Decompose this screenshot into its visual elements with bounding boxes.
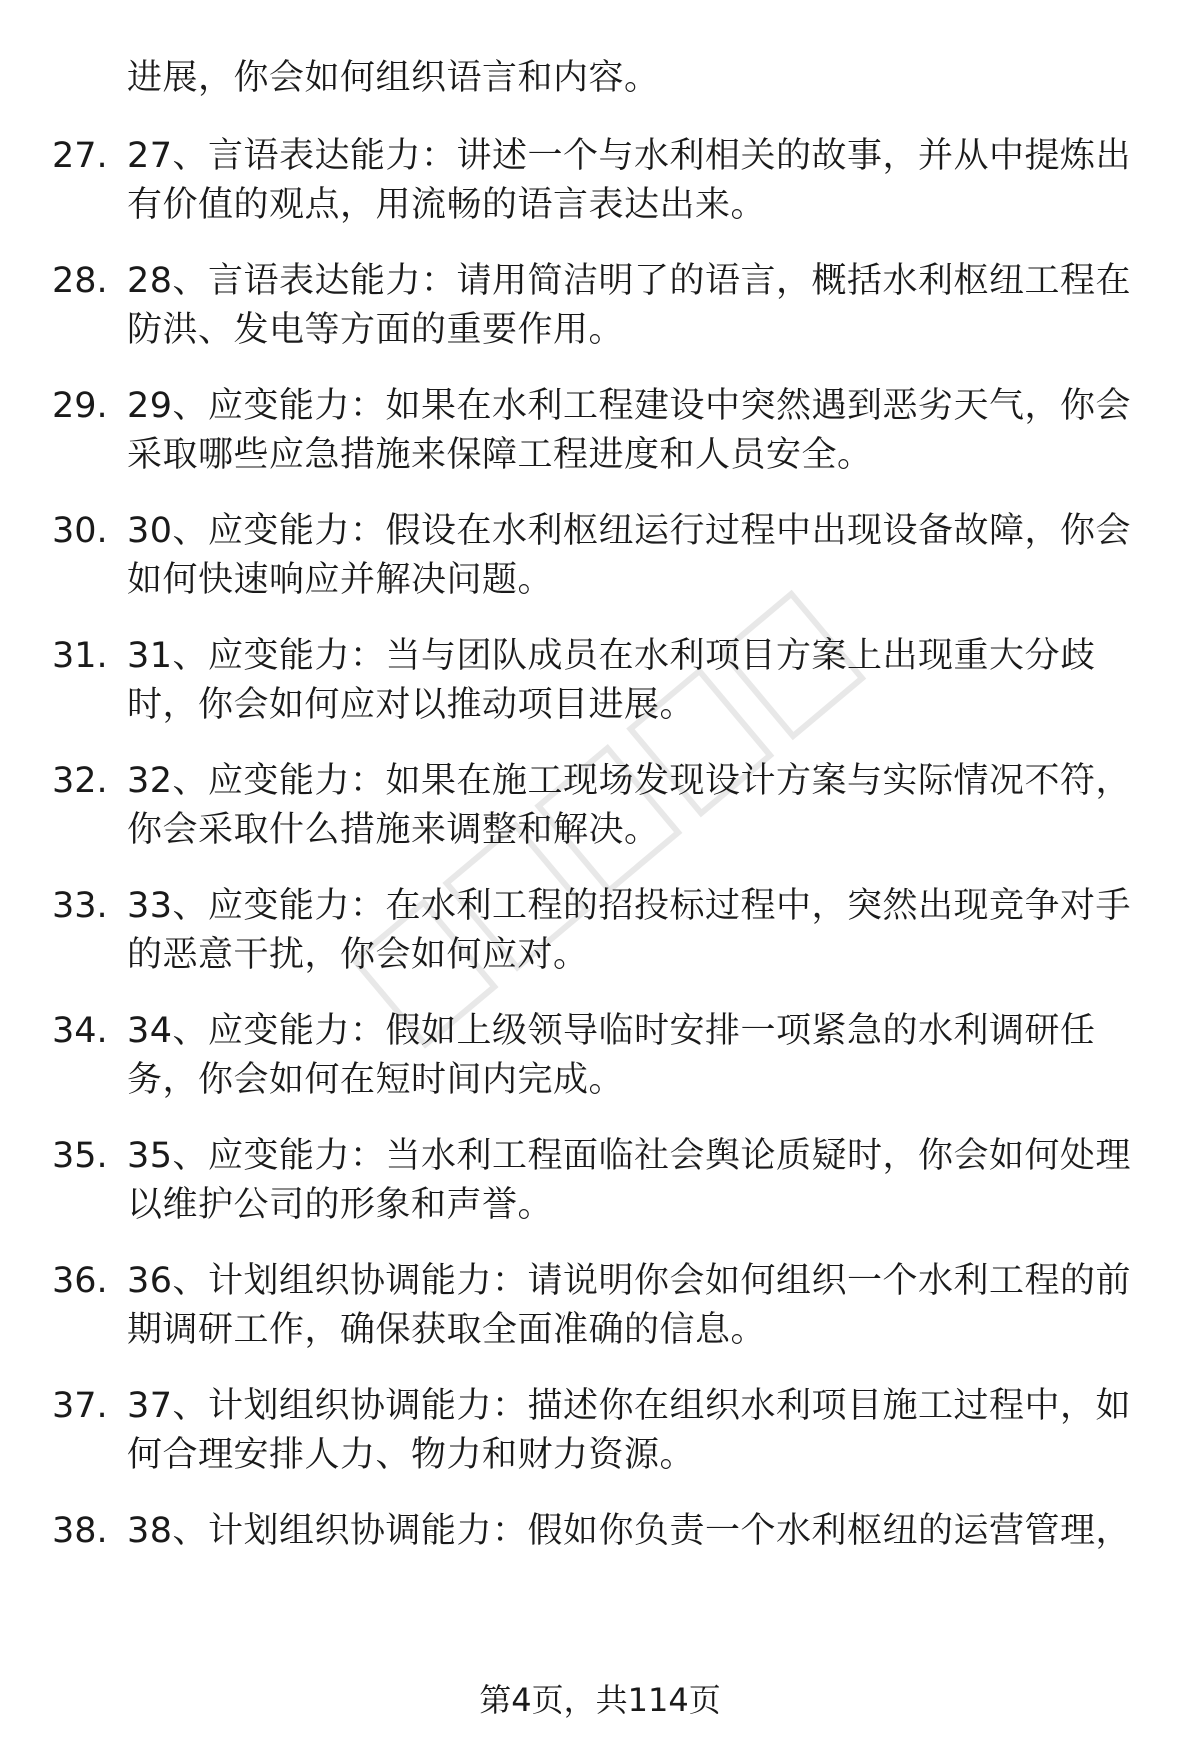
list-item-text-line1: 29、应变能力：如果在水利工程建设中突然遇到恶劣天气，你会: [127, 386, 1132, 426]
list-item-number: 33.: [52, 886, 108, 926]
list-item-text-line1: 37、计划组织协调能力：描述你在组织水利项目施工过程中，如: [127, 1386, 1132, 1426]
list-item-number: 29.: [52, 386, 108, 426]
list-item-text-line1: 33、应变能力：在水利工程的招投标过程中，突然出现竞争对手: [127, 886, 1132, 926]
list-item-text-line1: 32、应变能力：如果在施工现场发现设计方案与实际情况不符，: [127, 761, 1132, 801]
list-item-text-line2: 有价值的观点，用流畅的语言表达出来。: [127, 185, 767, 225]
list-item-text-line1: 38、计划组织协调能力：假如你负责一个水利枢纽的运营管理，: [127, 1511, 1132, 1551]
list-item-text-line2: 防洪、发电等方面的重要作用。: [127, 310, 625, 350]
list-item-text-line1: 35、应变能力：当水利工程面临社会舆论质疑时，你会如何处理: [127, 1136, 1132, 1176]
list-item-number: 32.: [52, 761, 108, 801]
list-item-text-line2: 采取哪些应急措施来保障工程进度和人员安全。: [127, 435, 873, 475]
list-item-text-line2: 时，你会如何应对以推动项目进展。: [127, 685, 696, 725]
list-item-number: 38.: [52, 1511, 108, 1551]
list-item-text-line2: 期调研工作，确保获取全面准确的信息。: [127, 1310, 767, 1350]
continuation-line: 进展，你会如何组织语言和内容。: [127, 58, 660, 98]
list-item-number: 28.: [52, 261, 108, 301]
list-item-text-line1: 27、言语表达能力：讲述一个与水利相关的故事，并从中提炼出: [127, 136, 1132, 176]
list-item-text-line1: 34、应变能力：假如上级领导临时安排一项紧急的水利调研任: [127, 1011, 1096, 1051]
list-item-number: 31.: [52, 636, 108, 676]
list-item-text-line1: 30、应变能力：假设在水利枢纽运行过程中出现设备故障，你会: [127, 511, 1132, 551]
list-item-text-line2: 务，你会如何在短时间内完成。: [127, 1060, 625, 1100]
list-item-number: 37.: [52, 1386, 108, 1426]
list-item-text-line2: 何合理安排人力、物力和财力资源。: [127, 1435, 696, 1475]
list-item-text-line2: 如何快速响应并解决问题。: [127, 560, 554, 600]
list-item-number: 27.: [52, 136, 108, 176]
list-item-text-line2: 你会采取什么措施来调整和解决。: [127, 810, 660, 850]
list-item-text-line2: 的恶意干扰，你会如何应对。: [127, 935, 589, 975]
list-item-number: 36.: [52, 1261, 108, 1301]
list-item-text-line1: 31、应变能力：当与团队成员在水利项目方案上出现重大分歧: [127, 636, 1096, 676]
list-item-text-line1: 36、计划组织协调能力：请说明你会如何组织一个水利工程的前: [127, 1261, 1132, 1301]
list-item-number: 35.: [52, 1136, 108, 1176]
list-item-number: 30.: [52, 511, 108, 551]
page-footer: 第4页，共114页: [479, 1681, 721, 1719]
list-item-text-line1: 28、言语表达能力：请用简洁明了的语言，概括水利枢纽工程在: [127, 261, 1132, 301]
list-item-text-line2: 以维护公司的形象和声誉。: [127, 1185, 554, 1225]
list-item-number: 34.: [52, 1011, 108, 1051]
